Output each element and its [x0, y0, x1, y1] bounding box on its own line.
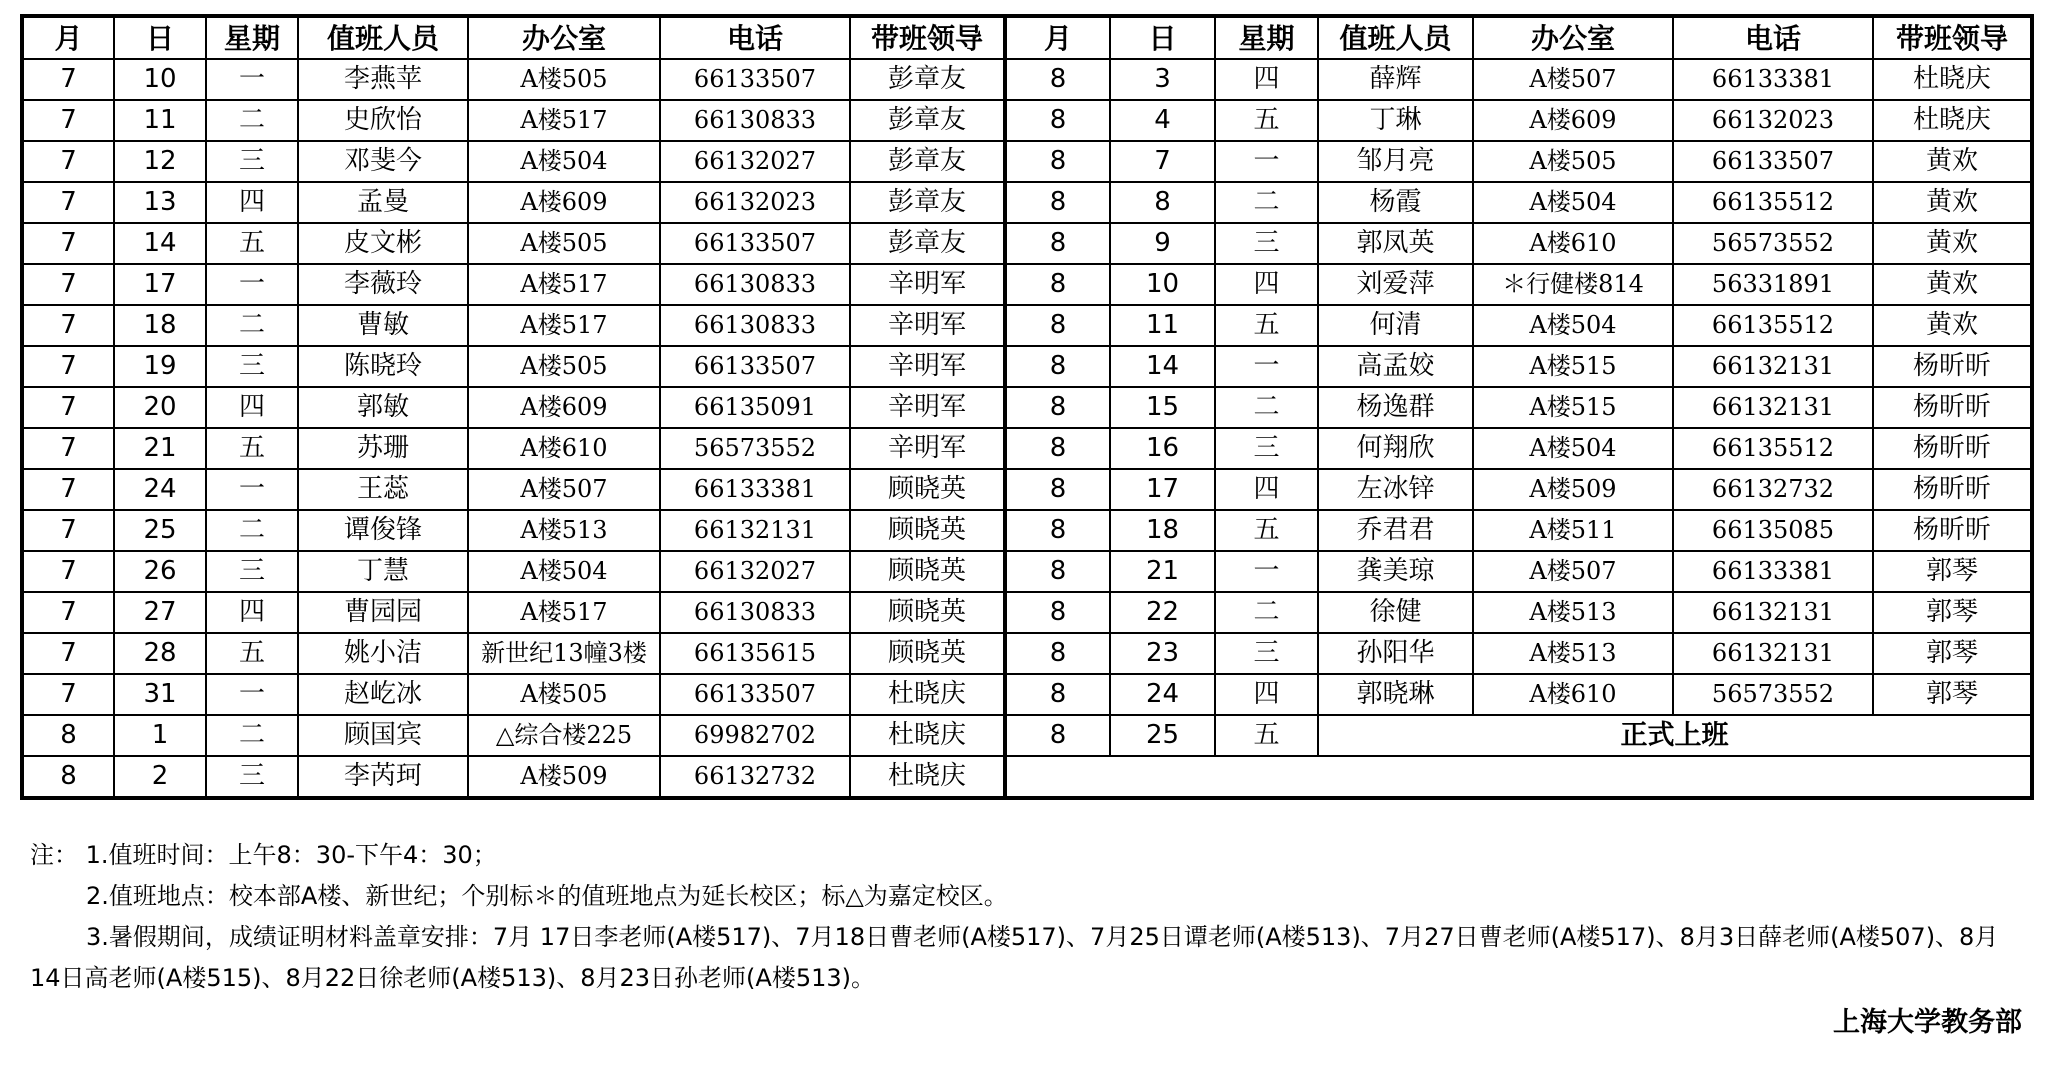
cell-phone: 66133507: [1673, 141, 1873, 182]
cell-leader: 彭章友: [850, 141, 1005, 182]
cell-phone: 66132131: [1673, 633, 1873, 674]
cell-day: 10: [1110, 264, 1215, 305]
cell-weekday: 五: [1215, 100, 1318, 141]
cell-leader: 黄欢: [1873, 305, 2032, 346]
cell-weekday: 三: [1215, 633, 1318, 674]
cell-day: 20: [114, 387, 206, 428]
cell-month: 8: [1005, 428, 1110, 469]
cell-weekday: 五: [206, 428, 298, 469]
cell-phone: 66132131: [660, 510, 850, 551]
cell-weekday: 五: [206, 223, 298, 264]
cell-month: 8: [1005, 223, 1110, 264]
cell-weekday: 三: [206, 551, 298, 592]
cell-day: 25: [114, 510, 206, 551]
cell-office: A楼610: [1473, 674, 1673, 715]
cell-day: 15: [1110, 387, 1215, 428]
cell-leader: 彭章友: [850, 59, 1005, 100]
cell-staff: 皮文彬: [298, 223, 468, 264]
table-row: [22, 141, 2032, 182]
table-row: [22, 592, 2032, 633]
cell-month: 7: [22, 59, 114, 100]
cell-weekday: 二: [206, 305, 298, 346]
cell-day: 11: [1110, 305, 1215, 346]
cell-leader: 杨昕昕: [1873, 346, 2032, 387]
cell-office: A楼507: [468, 469, 660, 510]
cell-office: A楼504: [1473, 428, 1673, 469]
table-row: [22, 223, 2032, 264]
cell-day: 16: [1110, 428, 1215, 469]
cell-weekday: 二: [206, 100, 298, 141]
cell-staff: 乔君君: [1318, 510, 1473, 551]
cell-weekday: 二: [1215, 592, 1318, 633]
cell-day: 23: [1110, 633, 1215, 674]
cell-day: 27: [114, 592, 206, 633]
cell-month: 7: [22, 141, 114, 182]
cell-weekday: 三: [1215, 223, 1318, 264]
cell-month: 7: [22, 674, 114, 715]
cell-staff: 郭晓琳: [1318, 674, 1473, 715]
cell-weekday: 一: [1215, 141, 1318, 182]
cell-leader: 顾晓英: [850, 592, 1005, 633]
cell-leader: 郭琴: [1873, 592, 2032, 633]
cell-office: A楼513: [1473, 633, 1673, 674]
cell-office: A楼504: [1473, 182, 1673, 223]
cell-phone: 66133507: [660, 346, 850, 387]
cell-weekday: 三: [206, 141, 298, 182]
cell-office: A楼505: [468, 346, 660, 387]
cell-month: 7: [22, 592, 114, 633]
cell-leader: 辛明军: [850, 346, 1005, 387]
notes-section: [30, 835, 2020, 999]
cell-staff: 薛辉: [1318, 59, 1473, 100]
cell-phone: 66133381: [1673, 59, 1873, 100]
cell-leader: 杨昕昕: [1873, 387, 2032, 428]
cell-day: 26: [114, 551, 206, 592]
cell-office: A楼609: [468, 182, 660, 223]
header-phone: 电话: [660, 16, 850, 59]
cell-staff: 孙阳华: [1318, 633, 1473, 674]
cell-staff: 曹敏: [298, 305, 468, 346]
table-header-row: [22, 16, 2032, 59]
cell-phone: 66130833: [660, 592, 850, 633]
cell-leader: 黄欢: [1873, 264, 2032, 305]
cell-office: A楼504: [468, 141, 660, 182]
cell-day: 3: [1110, 59, 1215, 100]
cell-office: A楼517: [468, 305, 660, 346]
cell-staff: 赵屹冰: [298, 674, 468, 715]
cell-leader: 杜晓庆: [1873, 100, 2032, 141]
cell-leader: 彭章友: [850, 223, 1005, 264]
cell-weekday: 二: [1215, 182, 1318, 223]
cell-leader: 顾晓英: [850, 510, 1005, 551]
cell-leader: 辛明军: [850, 264, 1005, 305]
cell-staff: 何清: [1318, 305, 1473, 346]
cell-official-start-label: 正式上班: [1318, 715, 2032, 756]
cell-staff: 丁慧: [298, 551, 468, 592]
cell-weekday: 一: [206, 469, 298, 510]
cell-office: A楼515: [1473, 387, 1673, 428]
cell-day: 25: [1110, 715, 1215, 756]
cell-day: 22: [1110, 592, 1215, 633]
cell-office: A楼511: [1473, 510, 1673, 551]
cell-staff: 史欣怡: [298, 100, 468, 141]
cell-month: 7: [22, 510, 114, 551]
cell-phone: 66132131: [1673, 346, 1873, 387]
cell-month: 8: [22, 756, 114, 798]
table-row: [22, 428, 2032, 469]
cell-staff: 李燕苹: [298, 59, 468, 100]
cell-weekday: 五: [1215, 715, 1318, 756]
cell-office: A楼513: [468, 510, 660, 551]
cell-month: 7: [22, 346, 114, 387]
cell-office: A楼504: [468, 551, 660, 592]
cell-phone: 56573552: [660, 428, 850, 469]
note-duty-location: 2.值班地点：校本部A楼、新世纪；个别标＊的值班地点为延长校区；标△为嘉定校区。: [86, 882, 1008, 910]
cell-leader: 彭章友: [850, 100, 1005, 141]
cell-staff: 邓斐今: [298, 141, 468, 182]
cell-staff: 李薇玲: [298, 264, 468, 305]
cell-office: A楼609: [468, 387, 660, 428]
cell-leader: 郭琴: [1873, 674, 2032, 715]
cell-month: 8: [1005, 141, 1110, 182]
cell-office: A楼505: [1473, 141, 1673, 182]
cell-staff: 丁琳: [1318, 100, 1473, 141]
cell-phone: 66135512: [1673, 182, 1873, 223]
cell-month: 7: [22, 223, 114, 264]
cell-office: ＊行健楼814: [1473, 264, 1673, 305]
cell-office: A楼504: [1473, 305, 1673, 346]
cell-leader: 黄欢: [1873, 141, 2032, 182]
cell-month: 8: [22, 715, 114, 756]
cell-weekday: 四: [206, 592, 298, 633]
cell-weekday: 五: [206, 633, 298, 674]
cell-phone: 66130833: [660, 305, 850, 346]
cell-month: 8: [1005, 264, 1110, 305]
cell-office: A楼610: [468, 428, 660, 469]
cell-office: A楼513: [1473, 592, 1673, 633]
cell-office: A楼515: [1473, 346, 1673, 387]
cell-month: 7: [22, 182, 114, 223]
cell-day: 9: [1110, 223, 1215, 264]
cell-month: 7: [22, 633, 114, 674]
cell-weekday: 四: [206, 387, 298, 428]
cell-weekday: 四: [1215, 674, 1318, 715]
cell-staff: 杨逸群: [1318, 387, 1473, 428]
cell-day: 18: [1110, 510, 1215, 551]
cell-office: A楼505: [468, 223, 660, 264]
cell-weekday: 三: [1215, 428, 1318, 469]
cell-month: 8: [1005, 305, 1110, 346]
cell-month: 8: [1005, 100, 1110, 141]
cell-phone: 66132027: [660, 551, 850, 592]
cell-month: 8: [1005, 346, 1110, 387]
cell-leader: 杨昕昕: [1873, 469, 2032, 510]
table-row: [22, 756, 2032, 798]
cell-month: 8: [1005, 469, 1110, 510]
cell-phone: 66132732: [660, 756, 850, 798]
cell-month: 8: [1005, 715, 1110, 756]
cell-month: 8: [1005, 633, 1110, 674]
cell-office: A楼609: [1473, 100, 1673, 141]
cell-month: 8: [1005, 674, 1110, 715]
table-row: [22, 182, 2032, 223]
cell-month: 8: [1005, 551, 1110, 592]
cell-day: 2: [114, 756, 206, 798]
cell-weekday: 五: [1215, 510, 1318, 551]
cell-day: 31: [114, 674, 206, 715]
cell-weekday: 三: [206, 346, 298, 387]
cell-staff: 郭敏: [298, 387, 468, 428]
cell-leader: 杨昕昕: [1873, 510, 2032, 551]
cell-staff: 何翔欣: [1318, 428, 1473, 469]
cell-empty: [1005, 756, 2032, 798]
cell-weekday: 四: [1215, 59, 1318, 100]
cell-leader: 郭琴: [1873, 633, 2032, 674]
cell-day: 7: [1110, 141, 1215, 182]
cell-staff: 谭俊锋: [298, 510, 468, 551]
cell-phone: 66133507: [660, 59, 850, 100]
cell-staff: 郭凤英: [1318, 223, 1473, 264]
cell-day: 1: [114, 715, 206, 756]
cell-day: 14: [114, 223, 206, 264]
header-day: 日: [1110, 16, 1215, 59]
header-month: 月: [22, 16, 114, 59]
cell-phone: 66132732: [1673, 469, 1873, 510]
table-row: [22, 715, 2032, 756]
cell-leader: 顾晓英: [850, 633, 1005, 674]
cell-day: 10: [114, 59, 206, 100]
cell-phone: 56573552: [1673, 674, 1873, 715]
cell-staff: 苏珊: [298, 428, 468, 469]
cell-leader: 顾晓英: [850, 469, 1005, 510]
cell-month: 8: [1005, 182, 1110, 223]
cell-day: 12: [114, 141, 206, 182]
header-staff: 值班人员: [1318, 16, 1473, 59]
cell-day: 4: [1110, 100, 1215, 141]
cell-day: 13: [114, 182, 206, 223]
cell-staff: 孟曼: [298, 182, 468, 223]
cell-staff: 杨霞: [1318, 182, 1473, 223]
cell-office: A楼610: [1473, 223, 1673, 264]
cell-phone: 69982702: [660, 715, 850, 756]
cell-month: 8: [1005, 510, 1110, 551]
cell-weekday: 五: [1215, 305, 1318, 346]
header-leader: 带班领导: [1873, 16, 2032, 59]
cell-staff: 顾国宾: [298, 715, 468, 756]
cell-day: 18: [114, 305, 206, 346]
cell-office: 新世纪13幢3楼: [468, 633, 660, 674]
header-phone: 电话: [1673, 16, 1873, 59]
cell-phone: 66133381: [1673, 551, 1873, 592]
header-leader: 带班领导: [850, 16, 1005, 59]
cell-day: 17: [114, 264, 206, 305]
table-row: [22, 264, 2032, 305]
cell-month: 8: [1005, 592, 1110, 633]
cell-phone: 66133381: [660, 469, 850, 510]
cell-leader: 顾晓英: [850, 551, 1005, 592]
table-row: [22, 633, 2032, 674]
cell-phone: 56573552: [1673, 223, 1873, 264]
cell-staff: 陈晓玲: [298, 346, 468, 387]
header-office: 办公室: [468, 16, 660, 59]
header-weekday: 星期: [206, 16, 298, 59]
cell-staff: 邹月亮: [1318, 141, 1473, 182]
cell-leader: 辛明军: [850, 305, 1005, 346]
cell-day: 24: [114, 469, 206, 510]
header-day: 日: [114, 16, 206, 59]
cell-staff: 王蕊: [298, 469, 468, 510]
cell-phone: 66130833: [660, 264, 850, 305]
table-body: [22, 59, 2032, 798]
note-duty-time: 注： 1.值班时间：上午8：30-下午4：30；: [30, 841, 497, 869]
table-row: [22, 551, 2032, 592]
cell-staff: 高孟姣: [1318, 346, 1473, 387]
note-stamp-schedule: 3.暑假期间，成绩证明材料盖章安排：7月 17日李老师(A楼517)、7月18日曹老师(A楼517)、7月25日谭老师(A楼513)、7月27日曹老师(A楼517)、8月3日薛老师(A楼507)、8月14日高老师(A楼515)、8月22日徐老师(A楼513)、8月23日孙老师(A楼513)。: [30, 923, 1999, 992]
cell-month: 8: [1005, 59, 1110, 100]
cell-phone: 66133507: [660, 223, 850, 264]
header-weekday: 星期: [1215, 16, 1318, 59]
cell-staff: 左冰锌: [1318, 469, 1473, 510]
cell-day: 14: [1110, 346, 1215, 387]
cell-phone: 66133507: [660, 674, 850, 715]
cell-month: 7: [22, 551, 114, 592]
table-row: [22, 387, 2032, 428]
cell-day: 8: [1110, 182, 1215, 223]
cell-office: A楼507: [1473, 551, 1673, 592]
cell-weekday: 一: [206, 59, 298, 100]
cell-phone: 66132023: [1673, 100, 1873, 141]
cell-month: 7: [22, 428, 114, 469]
cell-staff: 徐健: [1318, 592, 1473, 633]
cell-leader: 杜晓庆: [850, 756, 1005, 798]
table-row: [22, 59, 2032, 100]
cell-weekday: 二: [1215, 387, 1318, 428]
cell-phone: 66135091: [660, 387, 850, 428]
cell-leader: 黄欢: [1873, 182, 2032, 223]
header-office: 办公室: [1473, 16, 1673, 59]
cell-day: 19: [114, 346, 206, 387]
cell-weekday: 四: [206, 182, 298, 223]
cell-phone: 66135615: [660, 633, 850, 674]
cell-staff: 姚小洁: [298, 633, 468, 674]
cell-leader: 杜晓庆: [850, 715, 1005, 756]
table-row: [22, 674, 2032, 715]
table-row: [22, 100, 2032, 141]
cell-leader: 杜晓庆: [1873, 59, 2032, 100]
cell-month: 7: [22, 387, 114, 428]
cell-day: 21: [114, 428, 206, 469]
cell-office: A楼509: [1473, 469, 1673, 510]
cell-month: 7: [22, 305, 114, 346]
cell-leader: 杨昕昕: [1873, 428, 2032, 469]
cell-office: A楼517: [468, 264, 660, 305]
cell-phone: 66132023: [660, 182, 850, 223]
cell-weekday: 四: [1215, 469, 1318, 510]
cell-day: 24: [1110, 674, 1215, 715]
cell-day: 28: [114, 633, 206, 674]
cell-month: 8: [1005, 387, 1110, 428]
cell-month: 7: [22, 100, 114, 141]
cell-phone: 56331891: [1673, 264, 1873, 305]
cell-weekday: 三: [206, 756, 298, 798]
cell-day: 11: [114, 100, 206, 141]
cell-weekday: 一: [206, 264, 298, 305]
cell-office: A楼505: [468, 59, 660, 100]
cell-office: A楼517: [468, 100, 660, 141]
cell-staff: 李芮珂: [298, 756, 468, 798]
cell-staff: 龚美琼: [1318, 551, 1473, 592]
cell-phone: 66132131: [1673, 387, 1873, 428]
cell-weekday: 二: [206, 510, 298, 551]
cell-leader: 郭琴: [1873, 551, 2032, 592]
issuer-signature: 上海大学教务部: [1833, 1007, 2022, 1038]
cell-phone: 66132131: [1673, 592, 1873, 633]
cell-leader: 杜晓庆: [850, 674, 1005, 715]
table-row: [22, 305, 2032, 346]
cell-phone: 66135512: [1673, 428, 1873, 469]
cell-weekday: 二: [206, 715, 298, 756]
cell-office: A楼507: [1473, 59, 1673, 100]
cell-month: 7: [22, 469, 114, 510]
cell-staff: 曹园园: [298, 592, 468, 633]
cell-month: 7: [22, 264, 114, 305]
cell-phone: 66130833: [660, 100, 850, 141]
cell-weekday: 一: [1215, 346, 1318, 387]
cell-phone: 66135512: [1673, 305, 1873, 346]
cell-leader: 辛明军: [850, 428, 1005, 469]
cell-office: A楼505: [468, 674, 660, 715]
table-row: [22, 469, 2032, 510]
cell-day: 21: [1110, 551, 1215, 592]
cell-weekday: 一: [1215, 551, 1318, 592]
cell-weekday: 一: [206, 674, 298, 715]
cell-leader: 黄欢: [1873, 223, 2032, 264]
header-staff: 值班人员: [298, 16, 468, 59]
cell-office: A楼509: [468, 756, 660, 798]
duty-schedule-table: [20, 14, 2034, 800]
cell-day: 17: [1110, 469, 1215, 510]
cell-office: A楼517: [468, 592, 660, 633]
table-row: [22, 510, 2032, 551]
cell-staff: 刘爱萍: [1318, 264, 1473, 305]
header-month: 月: [1005, 16, 1110, 59]
cell-weekday: 四: [1215, 264, 1318, 305]
table-row: [22, 346, 2032, 387]
cell-phone: 66135085: [1673, 510, 1873, 551]
duty-schedule-sheet: [20, 14, 2030, 800]
cell-office: △综合楼225: [468, 715, 660, 756]
cell-leader: 辛明军: [850, 387, 1005, 428]
cell-phone: 66132027: [660, 141, 850, 182]
cell-leader: 彭章友: [850, 182, 1005, 223]
